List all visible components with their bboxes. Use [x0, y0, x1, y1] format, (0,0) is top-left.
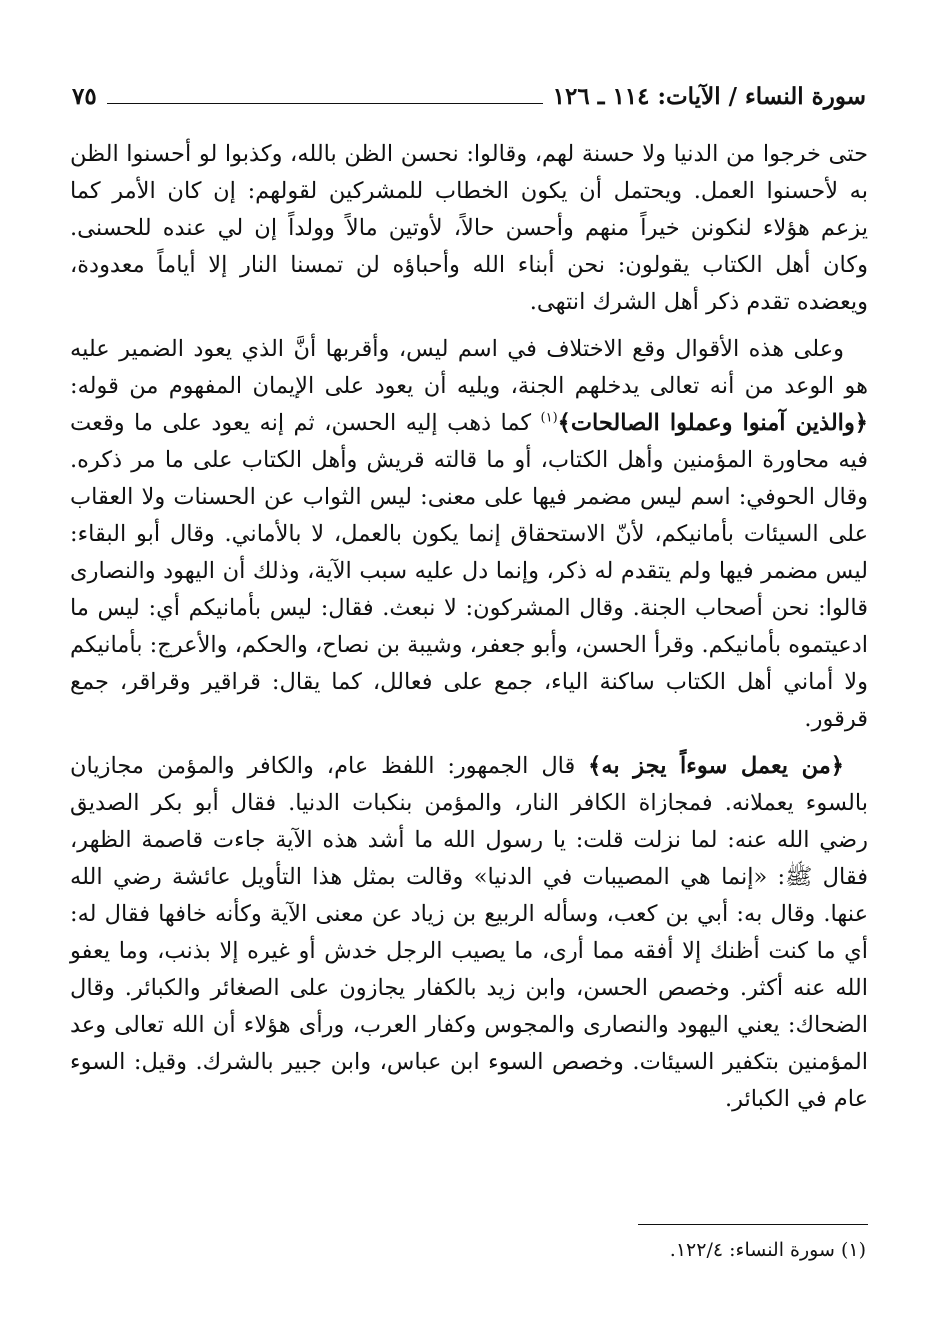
paragraph-2-before: وعلى هذه الأقوال وقع الاختلاف في اسم ليس، وأقربها أنَّ الذي يعود الضمير عليه هو الوعد من أنه تعالى يدخلهم الجنة، ويليه أن يعود على الإيمان المفهوم من قوله:: [70, 336, 868, 399]
paragraph-2: [70, 331, 868, 738]
footnote: (١) سورة النساء: ١٢٢/٤.: [669, 1239, 866, 1261]
footnote-reference[interactable]: (١): [540, 410, 558, 426]
paragraph-2-after: كما ذهب إليه الحسن، ثم إنه يعود على ما وقعت فيه محاورة المؤمنين وأهل الكتاب، أو ما قالته قريش وأهل الكتاب على ما مر ذكره. وقال الحوفي: اسم ليس مضمر فيها على معنى: ليس الثواب عن الحسنات ولا العقاب على السيئات بأمانيكم، لأنّ الاستحقاق إنما يكون بالعمل، لا بالأماني. وقال أبو البقاء: ليس مضمر فيها ولم يتقدم له ذكر، وإنما دل عليه سبب الآية، وذلك أن اليهود والنصارى قالوا: نحن أصحاب الجنة. وقال المشركون: لا نبعث. فقال: ليس بأمانيكم أي: ليس ما ادعيتموه بأمانيكم. وقرأ الحسن، وأبو جعفر، وشيبة بن نصاح، والحكم، والأعرج: بأمانيكم ولا أماني أهل الكتاب ساكنة الياء، جمع على فعالل، كما يقال: قراقير وقراقر، جمع قرقور.: [70, 410, 868, 732]
page-number: ٧٥: [72, 83, 97, 110]
paragraph-1: [70, 136, 868, 321]
quran-verse-2: ﴿من يعمل سوءاً يجز به﴾: [588, 753, 844, 779]
paragraph-3: [70, 748, 868, 1118]
footnote-rule: [638, 1224, 868, 1225]
paragraph-1-text: حتى خرجوا من الدنيا ولا حسنة لهم، وقالوا: نحسن الظن بالله، وكذبوا لو أحسنوا الظن به لأحسنوا العمل. ويحتمل أن يكون الخطاب للمشركين لقولهم: إن كان الأمر كما يزعم هؤلاء لنكونن خيراً منهم وأحسن حالاً، لأوتين مالاً وولداً إن لي عنده للحسنى. وكان أهل الكتاب يقولون: نحن أبناء الله وأحباؤه لن تمسنا النار إلا أياماً معدودة، ويعضده تقدم ذكر أهل الشرك انتهى.: [70, 141, 868, 315]
header-title: سورة النساء / الآيات: ١١٤ ـ ١٢٦: [552, 83, 866, 110]
paragraph-3-after: قال الجمهور: اللفظ عام، والكافر والمؤمن مجازيان بالسوء يعملانه. فمجازاة الكافر النار، والمؤمن بنكبات الدنيا. فقال أبو بكر الصديق رضي الله عنه: لما نزلت قلت: يا رسول الله ما أشد هذه الآية جاءت قاصمة الظهر، فقال ﷺ: «إنما هي المصيبات في الدنيا» وقالت بمثل هذا التأويل عائشة رضي الله عنها. وقال به: أبي بن كعب، وسأله الربيع بن زياد عن معنى الآية وكأنه خافها فقال له: أي ما كنت أظنك إلا أفقه مما أرى، ما يصيب الرجل خدش أو غيره إلا بذنب، وما يعفو الله عنه أكثر. وخصص الحسن، وابن زيد بالكفار يجازون على الصغائر والكبائر. وقال الضحاك: يعني اليهود والنصارى والمجوس وكفار العرب، ورأى هؤلاء أن الله تعالى وعد المؤمنين بتكفير السيئات. وخصص السوء ابن عباس، وابن جبير بالشرك. وقيل: السوء عام في الكبائر.: [70, 753, 868, 1112]
quran-verse-1: ﴿والذين آمنوا وعملوا الصالحات﴾: [557, 410, 868, 436]
header-rule: [107, 103, 543, 104]
running-header: [72, 80, 866, 114]
body-text: [70, 136, 868, 1128]
